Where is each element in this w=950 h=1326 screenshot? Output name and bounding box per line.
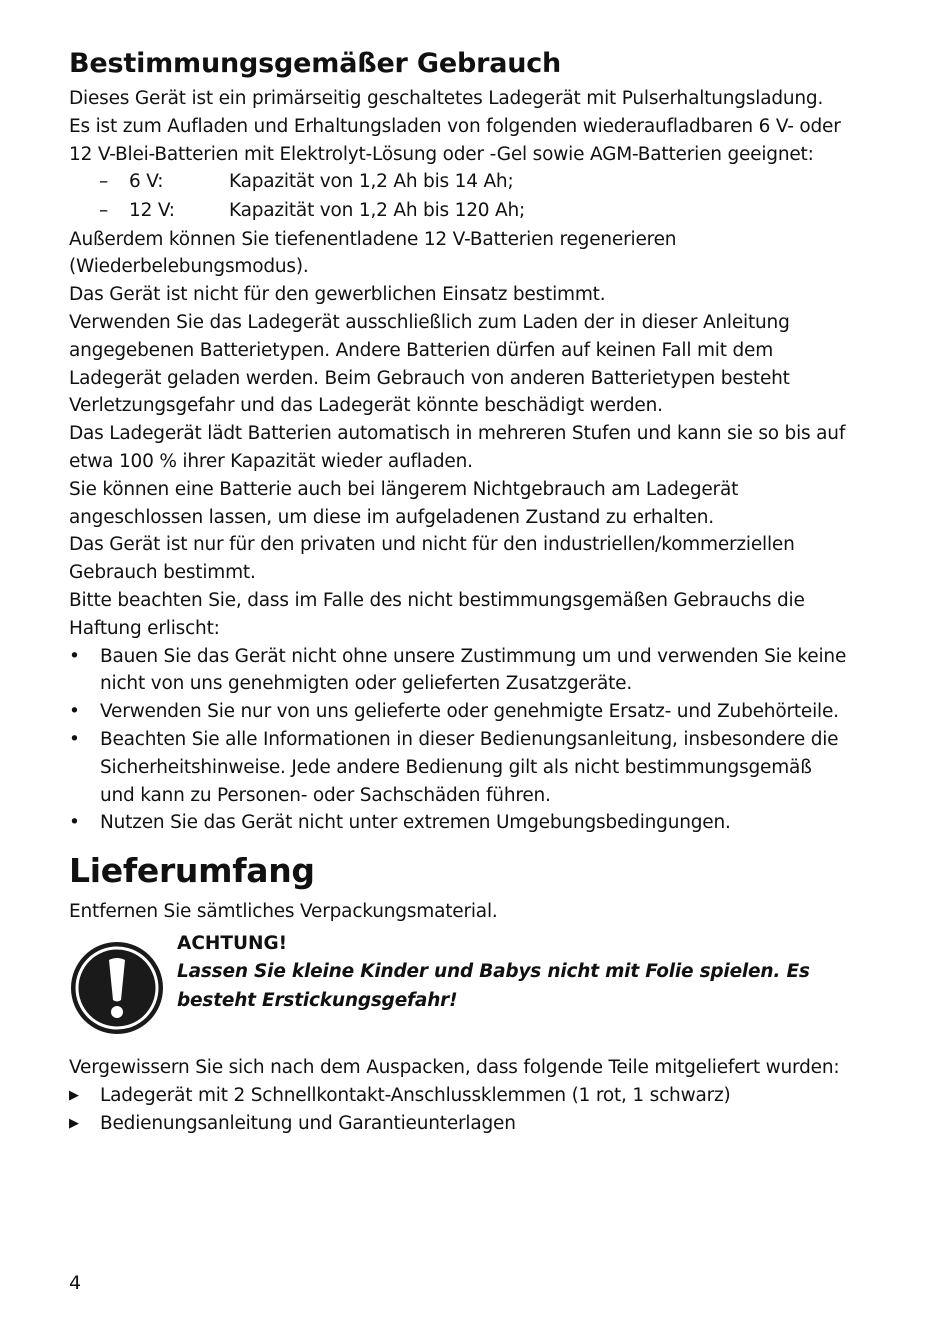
liability-bullet-list	[69, 643, 849, 838]
warning-title: ACHTUNG!	[177, 932, 288, 954]
paragraph-maintenance: Sie können eine Batterie auch bei längerem Nichtgebrauch am Ladegerät angeschlossen lassen, um diese im aufgeladenen Zustand zu erhalten.	[69, 478, 739, 528]
paragraph-battery-types: Verwenden Sie das Ladegerät ausschließlich zum Laden der in dieser Anleitung angegebenen Batterietypen. Andere Batterien dürfen auf keinen Fall mit dem Ladegerät geladen werden. Beim Gebrauch von anderen Batterietypen besteht Verletzungsgefahr und das Ladegerät könnte beschädigt werden.	[69, 311, 790, 417]
section-title-intended-use: Bestimmungsgemäßer Gebrauch	[69, 48, 562, 79]
capacity-item-12v: – 12 V: Kapazität von 1,2 Ah bis 120 Ah;	[99, 199, 526, 221]
triangle-bullet-icon: ▶	[69, 1087, 79, 1103]
remove-packaging-paragraph: Entfernen Sie sämtliches Verpackungsmaterial.	[69, 901, 498, 923]
list-item: • Beachten Sie alle Informationen in dieser Bedienungsanleitung, insbesondere die Sicherheitshinweise. Jede andere Bedienung gilt als nicht bestimmungsgemäß und kann zu Personen- oder Sachschäden führen.	[69, 728, 839, 806]
list-item: • Bauen Sie das Gerät nicht ohne unsere Zustimmung um und verwenden Sie keine nicht von uns genehmigten oder gelieferten Zusatzgeräte.	[69, 645, 847, 695]
exclamation-warning-icon	[69, 930, 177, 1040]
intro-paragraph: Dieses Gerät ist ein primärseitig geschaltetes Ladegerät mit Pulserhaltungsladung. Es ist zum Aufladen und Erhaltungsladen von folgenden wiederaufladbaren 6 V- oder 12 V-Blei-Batterien mit Elektrolyt-Lösung oder -Gel sowie AGM-Batterien geeignet:	[69, 88, 841, 165]
paragraph-liability: Bitte beachten Sie, dass im Falle des nicht bestimmungsgemäßen Gebrauchs die Haftung erlischt:	[69, 589, 805, 639]
contents-list	[69, 1082, 849, 1138]
triangle-bullet-icon: ▶	[69, 1115, 79, 1131]
section-title-package-contents: Lieferumfang	[69, 851, 315, 891]
list-item: • Nutzen Sie das Gerät nicht unter extremen Umgebungsbedingungen.	[69, 812, 731, 834]
paragraph-charging-stages: Das Ladegerät lädt Batterien automatisch in mehreren Stufen und kann sie so bis auf etwa 100 % ihrer Kapazität wieder aufladen.	[69, 423, 846, 472]
document-page	[69, 48, 849, 1137]
paragraph-regenerate: Außerdem können Sie tiefenentladene 12 V-Batterien regenerieren (Wiederbelebungsmodus).	[69, 228, 677, 278]
page-number: 4	[69, 1272, 82, 1294]
list-item: • Verwenden Sie nur von uns gelieferte oder genehmigte Ersatz- und Zubehörteile.	[69, 701, 839, 723]
capacity-list	[69, 168, 849, 225]
list-item: ▶ Bedienungsanleitung und Garantieunterlagen	[69, 1110, 849, 1138]
warning-box	[69, 930, 849, 1040]
list-item: ▶ Ladegerät mit 2 Schnellkontakt-Anschlussklemmen (1 rot, 1 schwarz)	[69, 1082, 849, 1110]
paragraph-not-commercial: Das Gerät ist nicht für den gewerblichen Einsatz bestimmt.	[69, 284, 606, 306]
warning-content	[177, 930, 849, 1040]
paragraph-private-use: Das Gerät ist nur für den privaten und nicht für den industriellen/kommerziellen Gebrauch bestimmt.	[69, 534, 795, 584]
check-contents-paragraph: Vergewissern Sie sich nach dem Auspacken, dass folgende Teile mitgeliefert wurden:	[69, 1056, 840, 1078]
capacity-item-6v: – 6 V: Kapazität von 1,2 Ah bis 14 Ah;	[99, 171, 514, 193]
warning-text: Lassen Sie kleine Kinder und Babys nicht mit Folie spielen. Es besteht Erstickungsgefahr!	[177, 960, 810, 1011]
